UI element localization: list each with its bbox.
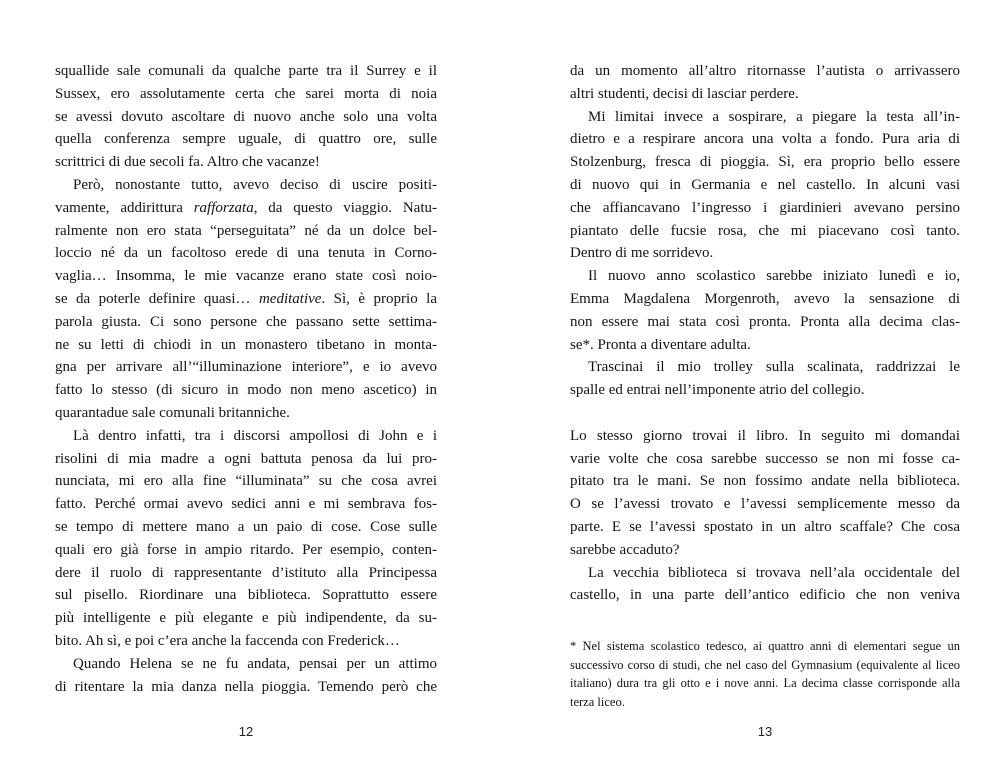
text-line: altri studenti, decisi di lasciar perdere. [570,85,799,102]
text-line: castello, in una parte dell’antico edificio che non veniva [570,587,960,604]
section-break [570,402,960,425]
text-line: Il nuovo anno scolastico sarebbe iniziato lunedì e io, [588,268,960,285]
text-line: ralmente non ero stata “perseguitata” né da un dolce bel- [55,222,437,239]
text-line: Quando Helena se ne fu andata, pensai per un attimo [73,655,437,672]
text-line: da un momento all’altro ritornasse l’autista o arrivassero [570,63,960,79]
text-line: quella conferenza sempre uguale, di quattro ore, sulle [55,131,437,148]
right-page-number: 13 [757,724,773,739]
text-line: piantato delle fucsie rosa, che mi piacevano così tanto. [570,222,960,239]
text-line: terza liceo. [570,694,625,709]
text-line: dere il ruolo di rappresentante d’istituto alla Principessa [55,564,437,581]
text-line: se tempo di mettere mano a un paio di cose. Cose sulle [55,518,437,535]
text-line: squallide sale comunali da qualche parte tra il Surrey e il [55,63,437,79]
text-line: se avessi dovuto ascoltare di nuovo anche solo una volta [55,108,437,125]
text-line: Là dentro infatti, tra i discorsi ampollosi di John e i [73,427,437,444]
text-line: varie volte che cosa sarebbe successo se non mi fosse ca- [570,450,960,467]
text-line: Mi limitai invece a sospirare, a piegare la testa all’in- [588,108,960,125]
text-line: Dentro di me sorridevo. [570,245,714,262]
text-line: Trascinai il mio trolley sulla scalinata, raddrizzai le [588,359,960,376]
text-line: bito. Ah sì, e poi c’era anche la faccenda con Frederick… [55,632,400,649]
text-line: Stolzenburg, fresca di pioggia. Sì, era proprio bello essere [570,154,960,171]
right-page-text-column [570,60,960,607]
text-line: parte. E se l’avessi spostato in un altro scaffale? Che cosa [570,518,960,535]
text-line: O se l’avessi trovato e l’avessi semplicemente messo da [570,496,960,513]
text-line: gna per arrivare all’“illuminazione interiore”, e io avevo [55,359,437,376]
text-line: fatto. Perché ormai avevo sedici anni e mi sembrava fos- [55,496,437,513]
footnote [570,637,960,711]
text-line: loccio né da un facoltoso erede di una tenuta in Corno- [55,245,437,262]
text-line: dietro e a respirare ancora una volta a fondo. Pura aria di [570,131,960,148]
text-line: vamente, addirittura rafforzata, da questo viaggio. Natu- [55,199,437,216]
text-line: se da poterle definire quasi… meditative. Sì, è proprio la [55,290,437,307]
text-line: italiano) dura tra gli otto e i nove anni. La decima classe corrisponde alla [570,676,960,691]
text-line: vaglia… Insomma, le mie vacanze erano state così noio- [55,268,437,285]
text-line: Però, nonostante tutto, avevo deciso di uscire positi- [73,176,437,193]
text-line: risolini di mia madre a ogni battuta penosa da lui pro- [55,450,437,467]
text-line: che affiancavano l’ingresso i giardinieri avevano persino [570,199,960,216]
text-line: quarantadue sale comunali britanniche. [55,404,290,421]
text-line: sarebbe accaduto? [570,541,680,558]
text-line: parola giusta. Ci sono persone che passano sette settima- [55,313,437,330]
text-line: ne su letti di chiodi in un monastero tibetano in monta- [55,336,437,353]
text-line: più intelligente e più elegante e più indipendente, da su- [55,610,437,627]
text-line: sul pisello. Riordinare una biblioteca. Soprattutto essere [55,587,437,604]
text-line: non essere mai stata così pronta. Pronta alla decima clas- [570,313,960,330]
text-line: Sussex, ero assolutamente certa che sarei morta di noia [55,85,437,102]
left-page-number: 12 [238,724,254,739]
text-line: La vecchia biblioteca si trovava nell’ala occidentale del [588,564,960,581]
text-line: se*. Pronta a diventare adulta. [570,336,751,353]
text-line: spalle ed entrai nell’imponente atrio del collegio. [570,382,865,399]
text-line: Emma Magdalena Morgenroth, avevo la sensazione di [570,290,960,307]
text-line: Lo stesso giorno trovai il libro. In seguito mi domandai [570,427,960,444]
text-line: fatto lo stesso (di sicuro in modo non meno ascetico) in [55,382,437,399]
left-page-text-column [55,60,437,698]
text-line: scrittrici di due secoli fa. Altro che vacanze! [55,154,320,171]
text-line: successivo corso di studi, che nel caso del Gymnasium (equivalente al liceo [570,657,960,672]
text-line: di nuovo qui in Germania e nel castello. In alcuni vasi [570,176,960,193]
text-line: nunciata, mi ero alla fine “illuminata” su che cosa avrei [55,473,437,490]
text-line: pitato tra le mani. Se non fossimo andate nella biblioteca. [570,473,960,490]
text-line: * Nel sistema scolastico tedesco, ai quattro anni di elementari segue un [570,639,960,653]
text-line: quali ero già forse in ampio ritardo. Per esempio, conten- [55,541,437,558]
text-line: di ritentare la mia danza nella pioggia. Temendo però che [55,678,437,695]
